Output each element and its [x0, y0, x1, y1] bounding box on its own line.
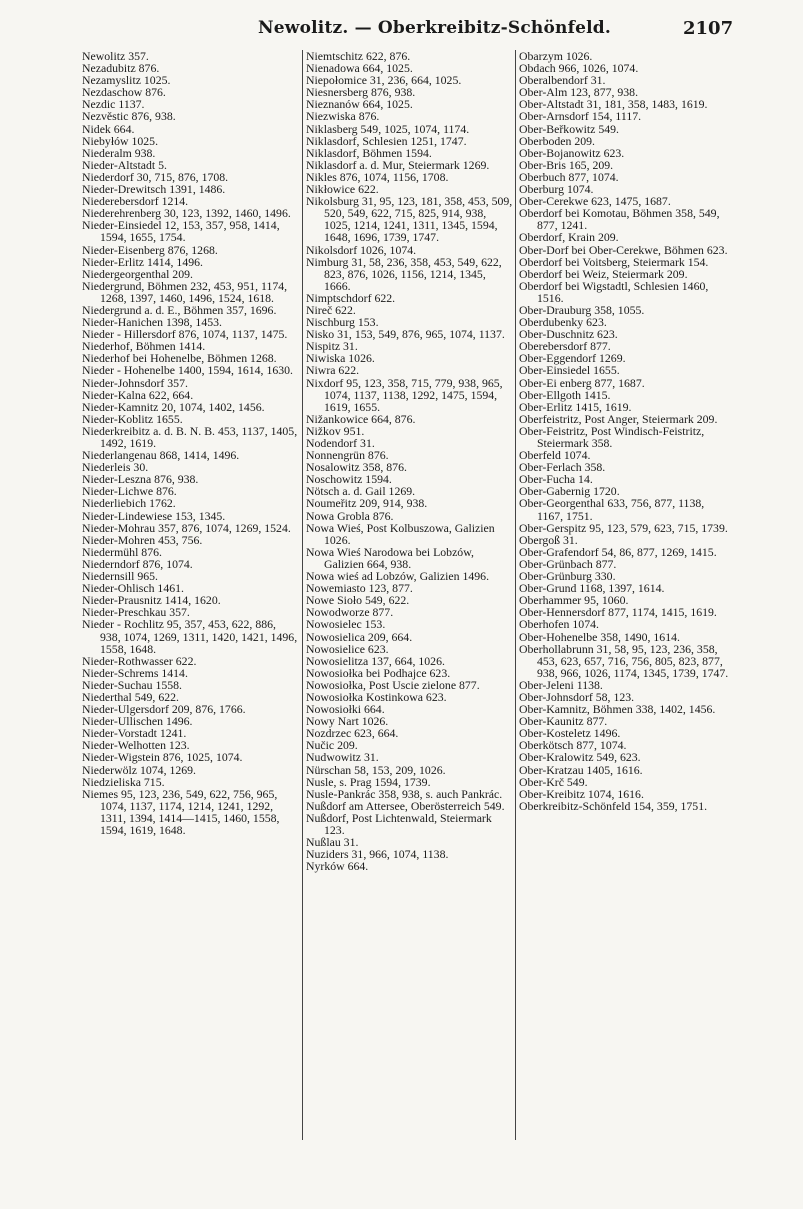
index-entry: Niederwölz 1074, 1269. — [82, 762, 197, 777]
index-entry: Oberburg 1074. — [519, 182, 594, 197]
index-entry: Newolitz 357. — [82, 50, 149, 63]
index-entry: Oberdorf bei Wigstadtl, Schlesien 1460, 1516. — [519, 278, 709, 305]
index-entry: Niezwiska 876. — [306, 109, 380, 124]
index-entry: Nikolsdorf 1026, 1074. — [306, 242, 417, 257]
index-entry: Niedermühl 876. — [82, 544, 162, 559]
index-entry: Nowemiasto 123, 877. — [306, 581, 413, 596]
index-entry: Nieder-Preschkau 357. — [82, 605, 190, 620]
index-entry: Nußlau 31. — [306, 835, 359, 850]
index-entry: Nonnengrün 876. — [306, 448, 389, 463]
index-entry: Ober-Jeleni 1138. — [519, 677, 603, 692]
index-entry: Ober-Kreibitz 1074, 1616. — [519, 786, 644, 801]
index-entry: Ober-Gerspitz 95, 123, 579, 623, 715, 1739. — [519, 520, 728, 535]
index-entry: Nispitz 31. — [306, 339, 358, 354]
index-entry: Nieder-Hanichen 1398, 1453. — [82, 315, 222, 330]
index-entry: Nowosielica 209, 664. — [306, 629, 413, 644]
index-entry: Nezdic 1137. — [82, 97, 145, 112]
index-entry: Nowodworze 877. — [306, 605, 394, 620]
index-entry: Nezdaschow 876. — [82, 85, 166, 100]
index-entry: Niederkreibitz a. d. B. N. B. 453, 1137, 1405, 1492, 1619. — [82, 423, 298, 450]
index-entry: Nieder-Ullischen 1496. — [82, 714, 193, 729]
index-entry: Ober-Grünburg 330. — [519, 569, 616, 584]
index-entry: Nieznanów 664, 1025. — [306, 97, 413, 112]
index-entry: Nosalowitz 358, 876. — [306, 460, 407, 475]
index-entry: Nieder-Koblitz 1655. — [82, 411, 183, 426]
index-entry: Ober-Grünbach 877. — [519, 556, 617, 571]
index-entry: Nieder-Lichwe 876. — [82, 484, 177, 499]
index-entry: Ober-Duschnitz 623. — [519, 327, 618, 342]
index-entry: Nudwowitz 31. — [306, 750, 379, 765]
index-entry: Nieder - Hohenelbe 1400, 1594, 1614, 1630. — [82, 363, 293, 378]
running-title: Newolitz. — Oberkreibitz-Schönfeld. — [258, 18, 611, 38]
index-entry: Nowe Sioło 549, 622. — [306, 593, 410, 608]
index-entry: Nieder-Ulgersdorf 209, 876, 1766. — [82, 702, 246, 717]
index-entry: Nußdorf am Attersee, Oberösterreich 549. — [306, 798, 505, 813]
index-entry: Oberboden 209. — [519, 133, 596, 148]
index-entry: Nyrków 664. — [306, 859, 369, 874]
index-entry: Nimburg 31, 58, 236, 358, 453, 549, 622, 823, 876, 1026, 1156, 1214, 1345, 1666. — [306, 254, 502, 293]
page-header — [0, 12, 803, 44]
index-entry: Nieder-Schrems 1414. — [82, 665, 188, 680]
index-entry: Nimptschdorf 622. — [306, 290, 396, 305]
index-entry: Ober-Altstadt 31, 181, 358, 1483, 1619. — [519, 97, 708, 112]
index-entry: Nižkov 951. — [306, 423, 365, 438]
index-entry: Nikolsburg 31, 95, 123, 181, 358, 453, 509, 520, 549, 622, 715, 825, 914, 938, 1025, 1214, 1241, 1311, 1345, 1594, 1648, 1696, 1739, 1747. — [306, 194, 513, 245]
index-entry: Oberkreibitz-Schönfeld 154, 359, 1751. — [519, 798, 708, 813]
index-entry: Niklasdorf, Böhmen 1594. — [306, 145, 432, 160]
index-entry: Nienadowa 664, 1025. — [306, 61, 413, 76]
index-entry: Niklasdorf a. d. Mur, Steiermark 1269. — [306, 157, 490, 172]
index-entry: Niedernsill 965. — [82, 569, 159, 584]
index-entry: Niederebersdorf 1214. — [82, 194, 189, 209]
index-entry: Ober-Kaunitz 877. — [519, 714, 608, 729]
index-entry: Nötsch a. d. Gail 1269. — [306, 484, 416, 499]
index-entry: Oberhofen 1074. — [519, 617, 599, 632]
index-entry: Oberdorf bei Komotau, Böhmen 358, 549, 877, 1241. — [519, 206, 720, 233]
index-entry: Nikles 876, 1074, 1156, 1708. — [306, 169, 449, 184]
index-entry: Ober-Erlitz 1415, 1619. — [519, 399, 632, 414]
index-entry: Oberebersdorf 877. — [519, 339, 611, 354]
index-entry: Ober-Beřkowitz 549. — [519, 121, 620, 136]
index-entry: Ober-Krč 549. — [519, 774, 588, 789]
index-entry: Ober-Arnsdorf 154, 1117. — [519, 109, 642, 124]
index-entry: Nieder-Mohrau 357, 876, 1074, 1269, 1524. — [82, 520, 291, 535]
index-entry: Nieder-Drewitsch 1391, 1486. — [82, 182, 226, 197]
index-entry: Niederhof bei Hohenelbe, Böhmen 1268. — [82, 351, 277, 366]
index-entry: Nowa Wieś, Post Kolbuszowa, Galizien 1026. — [306, 520, 495, 547]
index-entry: Nučic 209. — [306, 738, 358, 753]
index-column-3 — [515, 50, 733, 1140]
index-entry: Niklasdorf, Schlesien 1251, 1747. — [306, 133, 467, 148]
index-entry: Nusle-Pankrác 358, 938, s. auch Pankrác. — [306, 786, 503, 801]
index-entry: Nieder - Rochlitz 95, 357, 453, 622, 886, 938, 1074, 1269, 1311, 1420, 1421, 1496, 1558, 1648. — [82, 617, 298, 656]
index-entry: Oberhammer 95, 1060. — [519, 593, 629, 608]
index-entry: Oberdorf bei Voitsberg, Steiermark 154. — [519, 254, 709, 269]
index-entry: Oberfeistritz, Post Anger, Steiermark 209. — [519, 411, 718, 426]
index-entry: Nieder-Kamnitz 20, 1074, 1402, 1456. — [82, 399, 265, 414]
index-entry: Nowosielitza 137, 664, 1026. — [306, 653, 445, 668]
index-entry: Ober-Kamnitz, Böhmen 338, 1402, 1456. — [519, 702, 716, 717]
index-entry: Oberdorf, Krain 209. — [519, 230, 619, 245]
index-entry: Nieder-Mohren 453, 756. — [82, 532, 203, 547]
index-entry: Nieder-Wigstein 876, 1025, 1074. — [82, 750, 243, 765]
index-entry: Nieder-Leszna 876, 938. — [82, 472, 199, 487]
index-entry: Niederlangenau 868, 1414, 1496. — [82, 448, 240, 463]
index-entry: Nowosiołka, Post Uscie zielone 877. — [306, 677, 480, 692]
index-entry: Oberbuch 877, 1074. — [519, 169, 619, 184]
page-number: 2107 — [683, 18, 734, 39]
index-entry: Nußdorf, Post Lichtenwald, Steiermark 123. — [306, 810, 492, 837]
index-entry: Niederleis 30. — [82, 460, 149, 475]
index-entry: Ober-Kralowitz 549, 623. — [519, 750, 641, 765]
index-entry: Oberalbendorf 31. — [519, 73, 606, 88]
index-entry: Ober-Johnsdorf 58, 123. — [519, 689, 635, 704]
index-entry: Obarzym 1026. — [519, 50, 593, 63]
index-entry: Noumeřitz 209, 914, 938. — [306, 496, 428, 511]
index-entry: Niederndorf 876, 1074. — [82, 556, 193, 571]
index-entry: Niemes 95, 123, 236, 549, 622, 756, 965, 1074, 1137, 1174, 1214, 1241, 1292, 1311, 1394, 1414—1415, 1460, 1558, 1594, 1619, 1648. — [82, 786, 280, 837]
index-entry: Ober-Kratzau 1405, 1616. — [519, 762, 643, 777]
index-entry: Ober-Ellgoth 1415. — [519, 387, 611, 402]
index-entry: Nieder-Suchau 1558. — [82, 677, 183, 692]
index-entry: Ober-Grund 1168, 1397, 1614. — [519, 581, 665, 596]
index-entry: Nieder-Altstadt 5. — [82, 157, 167, 172]
index-entry: Nikłowice 622. — [306, 182, 379, 197]
index-entry: Obergoß 31. — [519, 532, 578, 547]
index-entry: Niederdorf 30, 715, 876, 1708. — [82, 169, 229, 184]
index-entry: Niebyłów 1025. — [82, 133, 159, 148]
index-entry: Ober-Kosteletz 1496. — [519, 726, 621, 741]
index-entry: Ober-Georgenthal 633, 756, 877, 1138, 1167, 1751. — [519, 496, 705, 523]
index-entry: Nusle, s. Prag 1594, 1739. — [306, 774, 431, 789]
index-entry: Nowa Wieś Narodowa bei Lobzów, Galizien 664, 938. — [306, 544, 474, 571]
index-entry: Nixdorf 95, 123, 358, 715, 779, 938, 965, 1074, 1137, 1138, 1292, 1475, 1594, 1619, 1655. — [306, 375, 503, 414]
index-entry: Nieder-Johnsdorf 357. — [82, 375, 188, 390]
index-entry: Nieder-Ohlisch 1461. — [82, 581, 184, 596]
index-entry: Ober-Feistritz, Post Windisch-Feistritz, Steiermark 358. — [519, 423, 705, 450]
index-entry: Oberdorf bei Weiz, Steiermark 209. — [519, 266, 688, 281]
index-entry: Niederalm 938. — [82, 145, 156, 160]
index-entry: Niederthal 549, 622. — [82, 689, 179, 704]
index-entry: Nowy Nart 1026. — [306, 714, 389, 729]
index-entry: Ober-Einsiedel 1655. — [519, 363, 620, 378]
index-entry: Niederehrenberg 30, 123, 1392, 1460, 1496. — [82, 206, 291, 221]
index-entry: Niedzieliska 715. — [82, 774, 165, 789]
index-entry: Nezamyslitz 1025. — [82, 73, 171, 88]
index-column-2 — [302, 50, 515, 1140]
index-entry: Nieder-Lindewiese 153, 1345. — [82, 508, 226, 523]
index-entry: Nireč 622. — [306, 302, 356, 317]
index-entry: Nowosielec 153. — [306, 617, 386, 632]
index-entry: Nozdrzec 623, 664. — [306, 726, 399, 741]
index-entry: Oberkötsch 877, 1074. — [519, 738, 627, 753]
index-entry: Niepołomice 31, 236, 664, 1025. — [306, 73, 462, 88]
index-entry: Niklasberg 549, 1025, 1074, 1174. — [306, 121, 470, 136]
index-entry: Nowosiołki 664. — [306, 702, 385, 717]
index-entry: Oberfeld 1074. — [519, 448, 591, 463]
index-entry: Niwra 622. — [306, 363, 360, 378]
index-entry: Oberhollabrunn 31, 58, 95, 123, 236, 358, 453, 623, 657, 716, 756, 805, 823, 877, 938, 966, 1026, 1174, 1345, 1739, 1747. — [519, 641, 729, 680]
index-entry: Niedergrund, Böhmen 232, 453, 951, 1174, 1268, 1397, 1460, 1496, 1524, 1618. — [82, 278, 288, 305]
index-entry: Nidek 664. — [82, 121, 135, 136]
index-entry: Nowosiołka Kostinkowa 623. — [306, 689, 447, 704]
index-entry: Nezadubitz 876. — [82, 61, 160, 76]
index-entry: Nieder - Hillersdorf 876, 1074, 1137, 1475. — [82, 327, 288, 342]
index-entry: Nowosiołka bei Podhajce 623. — [306, 665, 451, 680]
index-entry: Nezvěstic 876, 938. — [82, 109, 176, 124]
index-entry: Nuziders 31, 966, 1074, 1138. — [306, 847, 449, 862]
index-entry: Niesnersberg 876, 938. — [306, 85, 416, 100]
index-entry: Niemtschitz 622, 876. — [306, 50, 411, 63]
index-entry: Nieder-Erlitz 1414, 1496. — [82, 254, 203, 269]
index-entry: Niederhof, Böhmen 1414. — [82, 339, 206, 354]
index-entry: Nieder-Einsiedel 12, 153, 357, 958, 1414, 1594, 1655, 1754. — [82, 218, 280, 245]
index-entry: Ober-Hohenelbe 358, 1490, 1614. — [519, 629, 680, 644]
index-entry: Ober-Hennersdorf 877, 1174, 1415, 1619. — [519, 605, 717, 620]
index-entry: Nieder-Prausnitz 1414, 1620. — [82, 593, 221, 608]
index-entry: Niedergrund a. d. E., Böhmen 357, 1696. — [82, 302, 277, 317]
index-entry: Niedergeorgenthal 209. — [82, 266, 193, 281]
index-entry: Nowa wieś ad Lobzów, Galizien 1496. — [306, 569, 490, 584]
index-entry: Ober-Grafendorf 54, 86, 877, 1269, 1415. — [519, 544, 717, 559]
index-entry: Nisko 31, 153, 549, 876, 965, 1074, 1137. — [306, 327, 505, 342]
index-entry: Niederliebich 1762. — [82, 496, 176, 511]
index-entry: Ober-Fucha 14. — [519, 472, 593, 487]
index-entry: Nieder-Welhotten 123. — [82, 738, 190, 753]
index-entry: Nischburg 153. — [306, 315, 379, 330]
index-entry: Nodendorf 31. — [306, 436, 375, 450]
index-entry: Nowa Grobla 876. — [306, 508, 394, 523]
index-entry: Noschowitz 1594. — [306, 472, 392, 487]
index-entry: Niwiska 1026. — [306, 351, 375, 366]
index-entry: Ober-Dorf bei Ober-Cerekwe, Böhmen 623. — [519, 242, 728, 257]
index-entry: Ober-Cerekwe 623, 1475, 1687. — [519, 194, 671, 209]
index-entry: Nieder-Rothwasser 622. — [82, 653, 197, 668]
index-entry: Ober-Alm 123, 877, 938. — [519, 85, 639, 100]
index-entry: Nižankowice 664, 876. — [306, 411, 416, 426]
index-entry: Ober-Gabernig 1720. — [519, 484, 620, 499]
index-entry: Ober-Ei enberg 877, 1687. — [519, 375, 645, 390]
index-entry: Nürschan 58, 153, 209, 1026. — [306, 762, 446, 777]
index-entry: Nieder-Vorstadt 1241. — [82, 726, 187, 741]
index-entry: Ober-Bris 165, 209. — [519, 157, 614, 172]
index-entry: Obdach 966, 1026, 1074. — [519, 61, 639, 76]
index-entry: Nowosielice 623. — [306, 641, 389, 656]
index-entry: Ober-Drauburg 358, 1055. — [519, 302, 645, 317]
index-entry: Nieder-Kalna 622, 664. — [82, 387, 194, 402]
index-column-1 — [82, 50, 298, 1140]
index-entry: Oberdubenky 623. — [519, 315, 607, 330]
index-entry: Ober-Bojanowitz 623. — [519, 145, 625, 160]
index-entry: Ober-Ferlach 358. — [519, 460, 606, 475]
index-entry: Ober-Eggendorf 1269. — [519, 351, 626, 366]
index-entry: Nieder-Eisenberg 876, 1268. — [82, 242, 218, 257]
